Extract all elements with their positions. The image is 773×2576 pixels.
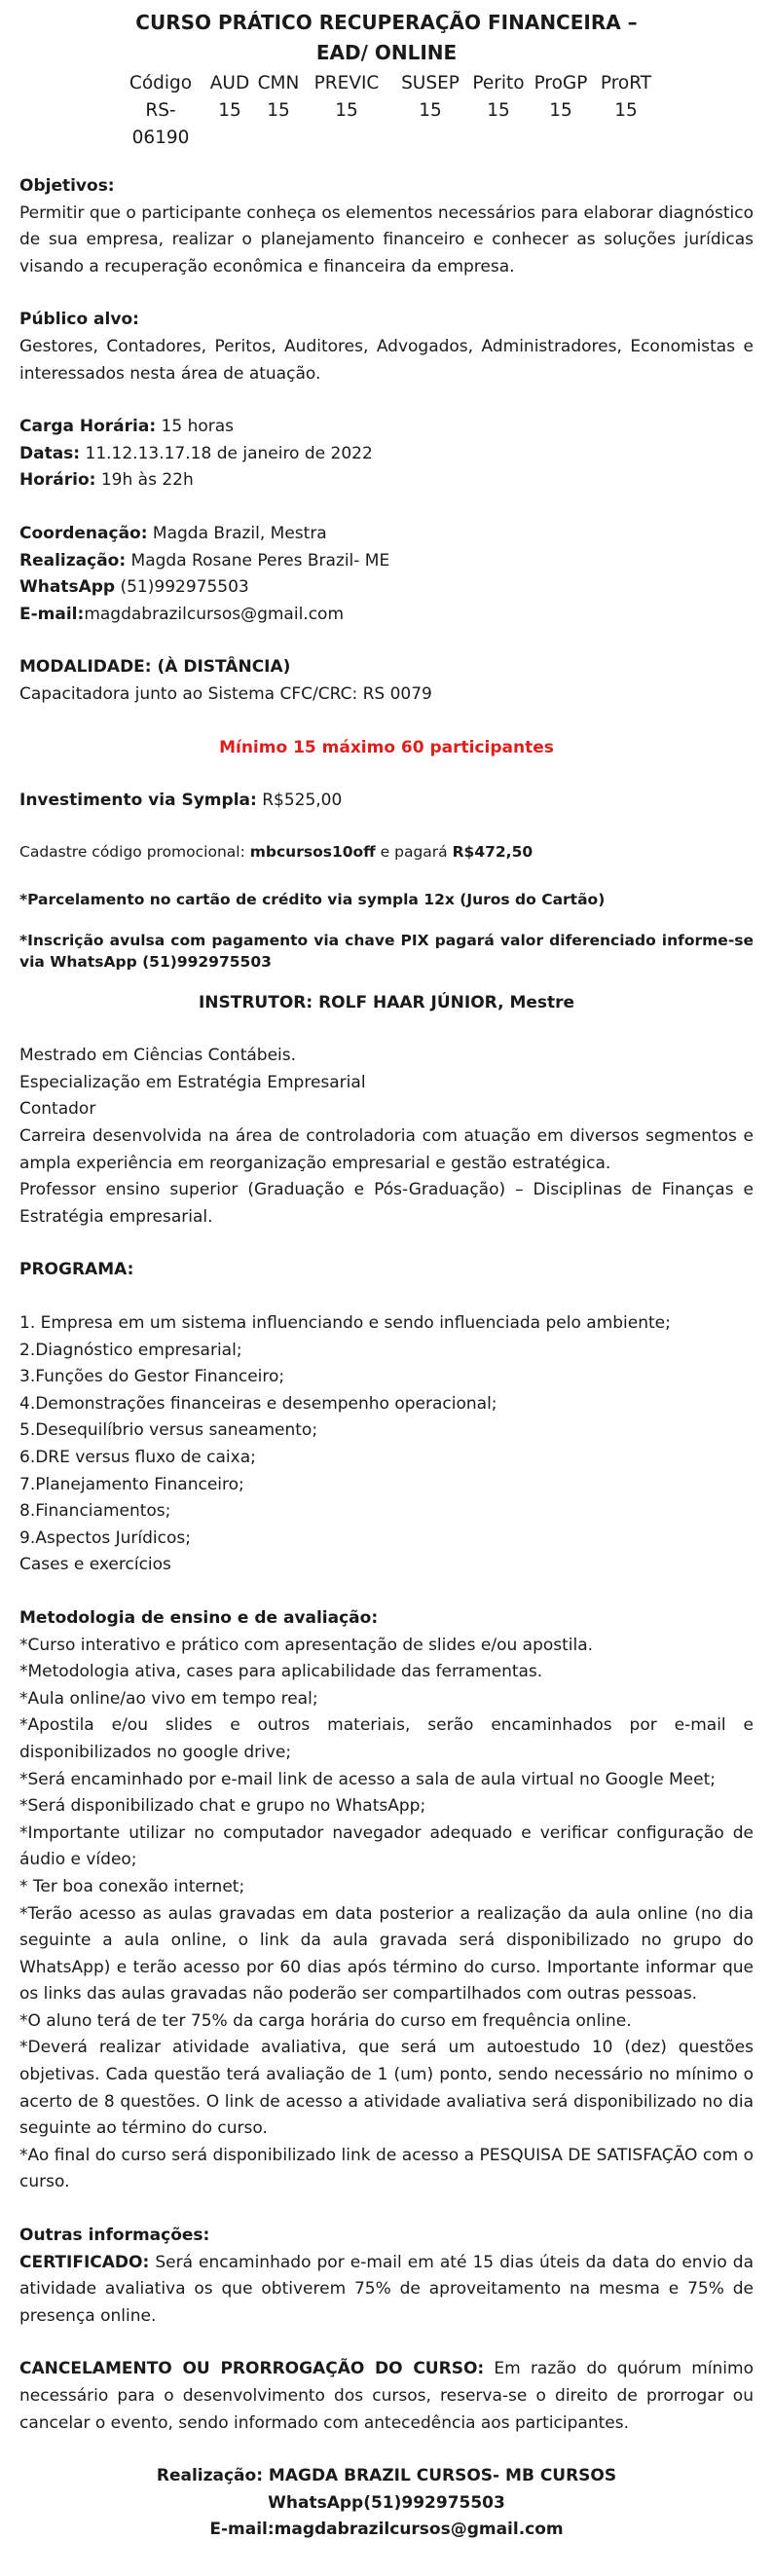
real-label: Realização: — [19, 550, 127, 570]
code-value: 15 — [419, 100, 442, 121]
footer-realizacao: Realização: MAGDA BRAZIL CURSOS- MB CURSOS — [156, 2466, 617, 2486]
whatsapp-value: (51)992975503 — [115, 577, 249, 598]
contato-section — [19, 521, 754, 628]
certificado-text: Será encaminhado por e-mail em até 15 dias úteis da data do envio da atividade avaliativa os que obtiverem 75% de aproveitamento na mesma e 75% de presença online. — [19, 2252, 754, 2326]
instrutor-line: Especialização em Estratégia Empresarial — [19, 1072, 366, 1092]
outras-section — [19, 2223, 754, 2330]
page-title: CURSO PRÁTICO RECUPERAÇÃO FINANCEIRA – — [135, 11, 638, 34]
list-item: 5.Desequilíbrio versus saneamento; — [19, 1420, 318, 1441]
list-item: *Metodologia ativa, cases para aplicabilidade das ferramentas. — [19, 1662, 543, 1682]
programa-section — [19, 1257, 754, 1579]
horario-value: 19h às 22h — [95, 470, 194, 491]
list-item: 7.Planejamento Financeiro; — [19, 1474, 244, 1494]
modalidade-label: MODALIDADE: (À DISTÂNCIA) — [19, 657, 291, 678]
code-table — [19, 70, 754, 152]
modalidade-text: Capacitadora junto ao Sistema CFC/CRC: RS 0079 — [19, 683, 432, 704]
carga-value: 15 horas — [156, 417, 235, 437]
list-item: 9.Aspectos Jurídicos; — [19, 1527, 191, 1548]
footer-whatsapp: WhatsApp(51)992975503 — [268, 2492, 505, 2513]
footer-email: E-mail:magdabrazilcursos@gmail.com — [209, 2520, 564, 2540]
list-item: 1. Empresa em um sistema influenciando e sendo influenciada pelo ambiente; — [19, 1313, 671, 1334]
promo-price: R$472,50 — [452, 842, 534, 861]
list-item: 2.Diagnóstico empresarial; — [19, 1340, 242, 1360]
promo-prefix: Cadastre código promocional: — [19, 842, 250, 861]
investimento-label: Investimento via Sympla: — [19, 791, 257, 811]
list-item: *Importante utilizar no computador navegador adequado e verificar configuração de áudio e vídeo; — [19, 1822, 754, 1870]
page-subtitle: EAD/ ONLINE — [315, 41, 458, 64]
outras-heading: Outras informações: — [19, 2226, 210, 2246]
cancelamento-text: Em razão do quórum mínimo necessário para o desenvolvimento dos cursos, reserva-se o direito de prorrogar ou cancelar o evento, sendo informado com antecedência aos participantes. — [19, 2359, 754, 2433]
horario-label: Horário: — [19, 470, 96, 491]
list-item: *Terão acesso as aulas gravadas em data posterior a realização da aula online (no dia seguinte a aula online, o link da aula gravada será disponibilizado no grupo do WhatsApp) e terão acesso por 60 dias após término do curso. Importante informar que os links das aulas gravadas não poderão ser compartilhados com outras pessoas. — [19, 1903, 754, 2005]
code-header: ProGP — [534, 73, 588, 93]
pix-text: *Inscrição avulsa com pagamento via chave PIX pagará valor diferenciado informe-se via WhatsApp (51)992975503 — [19, 931, 754, 971]
list-item: 6.DRE versus fluxo de caixa; — [19, 1448, 256, 1467]
list-item: Cases e exercícios — [19, 1555, 171, 1575]
cancelamento-section — [19, 2356, 754, 2437]
carga-label: Carga Horária: — [19, 417, 157, 437]
modalidade-section — [19, 654, 754, 708]
list-item: *Será encaminhado por e-mail link de acesso a sala de aula virtual no Google Meet; — [19, 1769, 716, 1789]
code-header: ProRT — [600, 73, 652, 93]
code-value: 15 — [335, 100, 358, 121]
list-item: *Apostila e/ou slides e outros materiais, serão encaminhados por e-mail e disponibilizados no google drive; — [19, 1715, 754, 1762]
promo-code: mbcursos10off — [249, 842, 376, 861]
list-item: *Será disponibilizado chat e grupo no WhatsApp; — [19, 1796, 426, 1817]
list-item: *Ao final do curso será disponibilizado link de acesso a PESQUISA DE SATISFAÇÃO com o curso. — [19, 2145, 754, 2192]
objetivos-section — [19, 173, 754, 280]
code-value: 15 — [487, 100, 510, 121]
promo-mid: e pagará — [375, 842, 453, 861]
metodologia-list — [19, 1633, 754, 2196]
header — [19, 8, 754, 152]
code-header: SUSEP — [401, 73, 460, 93]
code-value: 15 — [614, 100, 638, 121]
objetivos-label: Objetivos: — [19, 176, 115, 196]
coord-value: Magda Brazil, Mestra — [147, 523, 327, 543]
participantes-notice: Mínimo 15 máximo 60 participantes — [219, 737, 554, 757]
list-item: *Curso interativo e prático com apresentação de slides e/ou apostila. — [19, 1635, 594, 1655]
list-item: *O aluno terá de ter 75% da carga horária do curso em frequência online. — [19, 2010, 632, 2031]
publico-section — [19, 307, 754, 387]
investimento-value: R$525,00 — [256, 791, 343, 811]
list-item: 3.Funções do Gestor Financeiro; — [19, 1367, 285, 1387]
real-value: Magda Rosane Peres Brazil- ME — [126, 550, 390, 570]
footer — [19, 2463, 754, 2544]
instrutor-line: Carreira desenvolvida na área de controladoria com atuação em diversos segmentos e ampla experiência em reorganização empresarial e gestão estratégica. — [19, 1126, 754, 1173]
instrutor-section — [19, 990, 754, 1232]
list-item: * Ter boa conexão internet; — [19, 1876, 245, 1896]
list-item: *Deverá realizar atividade avaliativa, que será um autoestudo 10 (dez) questões objetivas. Cada questão terá avaliação de 1 (um) ponto, sendo necessário no mínimo o acerto de 8 questões. O link de acesso a atividade avaliativa será disponibilizado no dia seguinte ao término do curso. — [19, 2038, 754, 2139]
certificado-label: CERTIFICADO: — [19, 2252, 150, 2272]
code-header: Código — [129, 73, 193, 93]
email-label: E-mail: — [19, 604, 85, 624]
programa-list — [19, 1310, 754, 1579]
whatsapp-label: WhatsApp — [19, 577, 116, 598]
code-value: 15 — [267, 100, 290, 121]
datas-label: Datas: — [19, 443, 81, 463]
list-item: 8.Financiamentos; — [19, 1501, 171, 1522]
programa-heading: PROGRAMA: — [19, 1260, 134, 1280]
instrutor-line: Contador — [19, 1099, 96, 1120]
code-value: RS- 06190 — [131, 100, 190, 148]
instrutor-line: Professor ensino superior (Graduação e Pós-Graduação) – Disciplinas de Finanças e Estratégia empresarial. — [19, 1180, 754, 1227]
metodologia-heading: Metodologia de ensino e de avaliação: — [19, 1607, 379, 1628]
instrutor-heading: INSTRUTOR: ROLF HAAR JÚNIOR, Mestre — [198, 992, 575, 1012]
metodologia-section — [19, 1605, 754, 2196]
coord-label: Coordenação: — [19, 523, 148, 543]
datas-value: 11.12.13.17.18 de janeiro de 2022 — [80, 443, 373, 463]
publico-text: Gestores, Contadores, Peritos, Auditores, Advogados, Administradores, Economistas e interessados nesta área de atuação. — [19, 336, 754, 384]
code-value: 15 — [549, 100, 572, 121]
list-item: 4.Demonstrações financeiras e desempenho operacional; — [19, 1393, 497, 1414]
objetivos-text: Permitir que o participante conheça os elementos necessários para elaborar diagnóstico de sua empresa, realizar o planejamento financeiro e conhecer as soluções jurídicas visando a recuperação econômica e financeira da empresa. — [19, 202, 754, 276]
list-item: *Aula online/ao vivo em tempo real; — [19, 1688, 318, 1709]
code-value: 15 — [218, 100, 241, 121]
email-value: magdabrazilcursos@gmail.com — [84, 604, 345, 624]
code-header: AUD — [209, 73, 250, 93]
investimento-section — [19, 788, 754, 973]
instrutor-line: Mestrado em Ciências Contábeis. — [19, 1046, 297, 1066]
parcelamento-text: *Parcelamento no cartão de crédito via sympla 12x (Juros do Cartão) — [19, 890, 606, 908]
code-header: Perito — [472, 73, 525, 93]
info-section — [19, 414, 754, 495]
cancelamento-label: CANCELAMENTO OU PRORROGAÇÃO DO CURSO: — [19, 2359, 485, 2379]
publico-label: Público alvo: — [19, 310, 139, 330]
code-header: CMN — [257, 73, 300, 93]
code-header: PREVIC — [313, 73, 380, 93]
